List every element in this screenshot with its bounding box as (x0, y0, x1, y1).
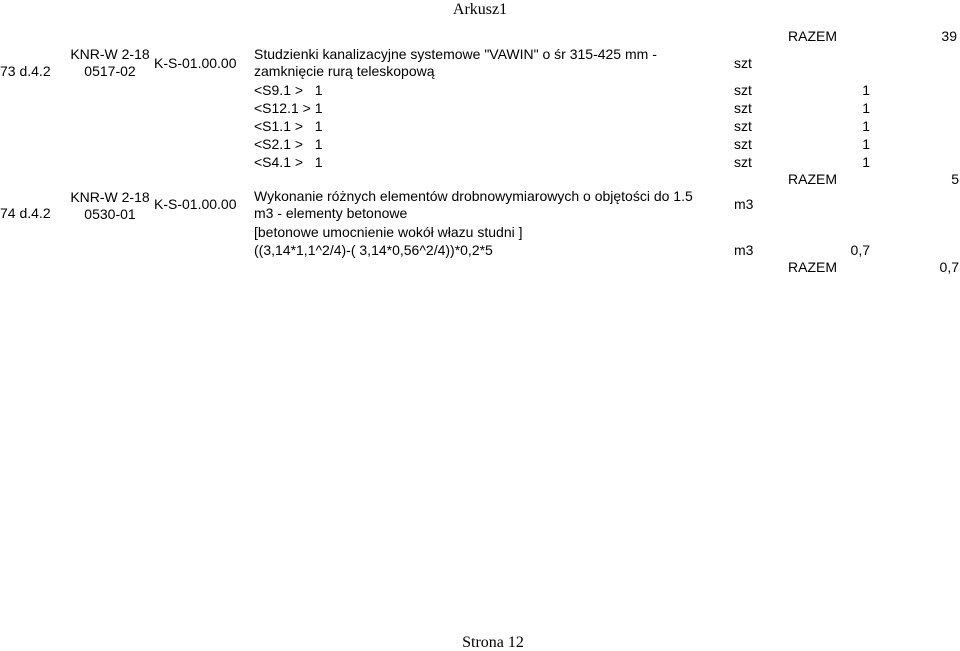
prev-razem-value: 39 (941, 28, 957, 44)
measure-expr: <S12.1 > 1 (254, 100, 323, 116)
razem-value: 0,7 (939, 259, 959, 275)
measure-unit: szt (734, 100, 752, 116)
item-ref: K-S-01.00.00 (154, 196, 237, 212)
item-code-line2: 0530-01 (84, 206, 136, 222)
measure-qty: 1 (862, 82, 870, 98)
item-number: 73 d.4.2 (0, 63, 51, 79)
razem-value: 5 (951, 171, 959, 187)
measure-unit: szt (734, 136, 752, 152)
item-ref: K-S-01.00.00 (154, 55, 237, 71)
item-number: 74 d.4.2 (0, 205, 51, 221)
sheet-title-text: Arkusz1 (452, 1, 508, 18)
item-unit: szt (734, 55, 752, 71)
item-code-line1: KNR-W 2-18 (70, 189, 150, 205)
item-unit: m3 (734, 196, 754, 212)
measure-expr: <S9.1 > 1 (254, 82, 323, 98)
measure-unit: szt (734, 82, 752, 98)
measure-expr: <S2.1 > 1 (254, 136, 323, 152)
item-desc-line1: Wykonanie różnych elementów drobnowymiarowych o objętości do 1.5 (254, 188, 693, 204)
measure-unit: szt (734, 154, 752, 170)
page-footer (0, 635, 960, 651)
page-number: Strona 12 (462, 634, 524, 651)
item-desc-line1: Studzienki kanalizacyjne systemowe "VAWIN" o śr 315-425 mm - (254, 46, 657, 62)
razem-label: RAZEM (788, 171, 837, 187)
measure-qty: 1 (862, 118, 870, 134)
item-code-line1: KNR-W 2-18 (70, 46, 150, 62)
measure-expr: ((3,14*1,1^2/4)-( 3,14*0,56^2/4))*0,2*5 (254, 242, 493, 258)
prev-razem-label: RAZEM (788, 28, 837, 44)
measure-unit: szt (734, 118, 752, 134)
measure-qty: 1 (862, 100, 870, 116)
measure-qty: 0,7 (850, 242, 870, 258)
item-desc-line2: m3 - elementy betonowe (254, 205, 408, 221)
measure-expr: <S4.1 > 1 (254, 154, 323, 170)
measure-qty: 1 (862, 154, 870, 170)
measure-expr: <S1.1 > 1 (254, 118, 323, 134)
measure-qty: 1 (862, 136, 870, 152)
sheet-title (0, 2, 960, 18)
measure-unit: m3 (734, 242, 754, 258)
item-code-line2: 0517-02 (84, 63, 136, 79)
item-desc-line2: zamknięcie rurą teleskopową (254, 63, 435, 79)
item-note: [betonowe umocnienie wokół włazu studni ] (254, 224, 523, 240)
razem-label: RAZEM (788, 259, 837, 275)
